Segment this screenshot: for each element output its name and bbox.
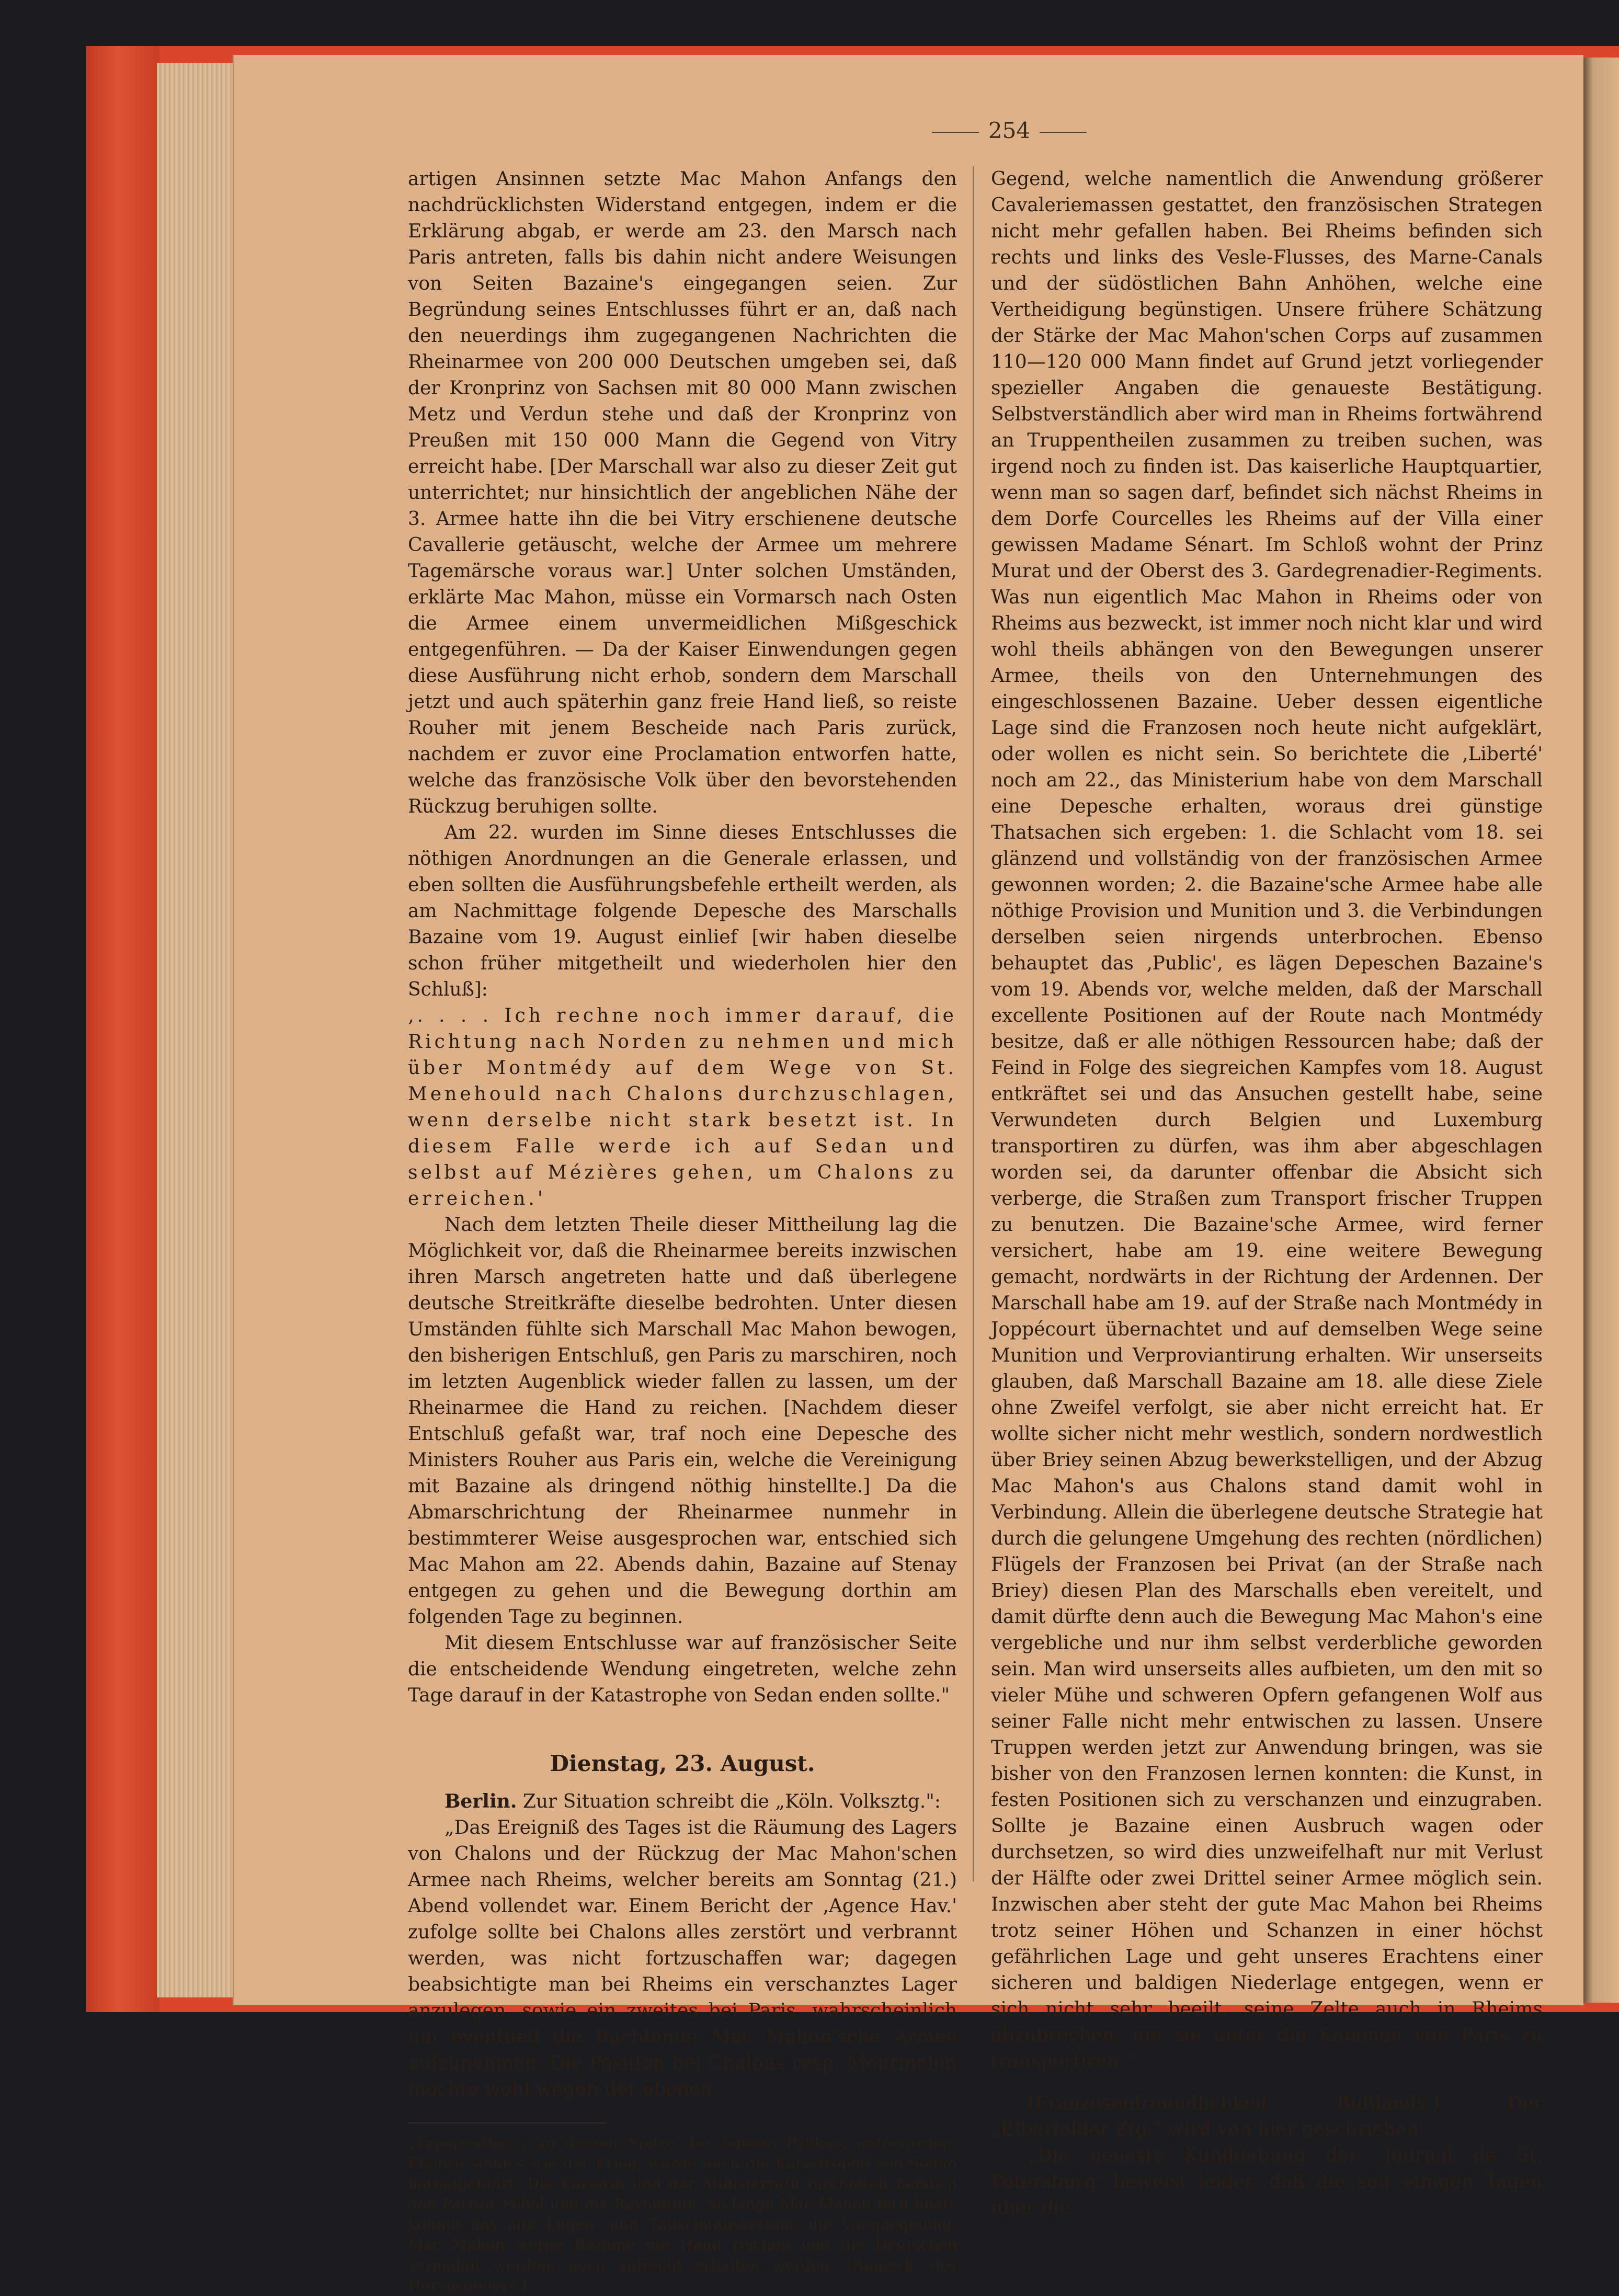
quoted-dispatch: ‚. . . . Ich rechne noch immer darauf, die Richtung nach Norden zu nehmen und mich über Montmédy auf dem Wege von St. Menehould nach Chalons durchzuschlagen, wenn derselbe nicht stark besetzt ist. In diesem Falle werde ich auf Sedan und selbst auf Mézières gehen, um Chalons zu erreichen.' bbox=[408, 1005, 957, 1209]
section-heading: Dienstag, 23. August. bbox=[550, 1751, 815, 1776]
paragraph: artigen Ansinnen setzte Mac Mahon Anfangs den nachdrücklichsten Widerstand entgegen, indem er die Erklärung abgab, er werde am 23. den Marsch nach Paris antreten, falls bis dahin nicht andere Weisungen von Seiten Bazaine's eingegangen seien. Zur Begründung seines Entschlusses führt er an, daß nach den neuerdings ihm zugegangenen Nachrichten die Rheinarmee von 200 000 Deutschen umgeben sei, daß der Kronprinz von Sachsen mit 80 000 Mann zwischen Metz und Verdun stehe und daß der Kronprinz von Preußen mit 150 000 Mann die Gegend von Vitry erreicht habe. [Der Marschall war also zu dieser Zeit gut unterrichtet; nur hinsichtlich der angeblichen Nähe der 3. Armee hatte ihn die bei Vitry erschienene deutsche Cavallerie getäuscht, welche der Armee um mehrere Tagemärsche voraus war.] Unter solchen Umständen, erklärte Mac Mahon, müsse ein Vormarsch nach Osten die Armee einem unvermeidlichen Mißgeschick entgegenführen. — Da der Kaiser Einwendungen gegen diese Ausführung nicht erhob, sondern dem Marschall jetzt und auch späterhin ganz freie Hand ließ, so reiste Rouher mit jenem Bescheide nach Paris zurück, nachdem er zuvor eine Proclamation entworfen hatte, welche das französische Volk über den bevorstehenden Rückzug beruhigen sollte. bbox=[408, 168, 957, 817]
page-number: 254 bbox=[988, 118, 1031, 143]
berlin-intro: Zur Situation schreibt die „Köln. Volksztg.": bbox=[522, 1791, 941, 1812]
page-edges bbox=[157, 63, 235, 1997]
paragraph: Am 22. wurden im Sinne dieses Entschlusses die nöthigen Anordnungen an die Generale erlassen, und eben sollten die Ausführungsbefehle ertheilt werden, als am Nachmittage folgende Depesche des Marschalls Bazaine vom 19. August einlief [wir haben dieselbe schon früher mitgetheilt und wiederholen hier den Schluß]: bbox=[408, 822, 957, 1000]
paragraph: „Die neueste Kundgebung der ‚Journal de St. Petersburg' beweist leider, daß die seit einigen Tagen über die bbox=[991, 2145, 1543, 2219]
page-number-dash-left bbox=[932, 132, 979, 133]
berlin-intro-paragraph bbox=[408, 1788, 957, 1815]
footnote-rule bbox=[408, 2122, 607, 2123]
left-column bbox=[408, 166, 957, 2294]
column-divider bbox=[973, 166, 974, 1881]
paragraph: Gegend, welche namentlich die Anwendung größerer Cavaleriemassen gestattet, den französischen Strategen nicht mehr gefallen haben. Bei Rheims befinden sich rechts und links des Vesle-Flusses, des Marne-Canals und der südöstlichen Bahn Anhöhen, welche eine Vertheidigung begünstigen. Unsere frühere Schätzung der Stärke der Mac Mahon'schen Corps auf zusammen 110—120 000 Mann findet auf Grund jetzt vorliegender spezieller Angaben die genaueste Bestätigung. Selbstverständlich aber wird man in Rheims fortwährend an Truppentheilen zusammen zu treiben suchen, was irgend noch zu finden ist. Das kaiserliche Hauptquartier, wenn man so sagen darf, befindet sich nächst Rheims in dem Dorfe Courcelles les Rheims auf der Villa einer gewissen Madame Sénart. Im Schloß wohnt der Prinz Murat und der Oberst des 3. Gardegrenadier-Regiments. Was nun eigentlich Mac Mahon in Rheims oder von Rheims aus bezweckt, ist immer noch nicht klar und wird wohl theils abhängen von den Bewegungen unserer Armee, theils von den Unternehmungen des eingeschlossenen Bazaine. Ueber dessen eigentliche Lage sind die Franzosen noch heute nicht aufgeklärt, oder wollen es nicht sein. So berichtete die ‚Liberté' noch am 22., das Ministerium habe von dem Marschall eine Depesche erhalten, woraus drei günstige Thatsachen sich ergeben: 1. die Schlacht vom 18. sei glänzend und vollständig von der französischen Armee gewonnen worden; 2. die Bazaine'sche Armee habe alle nöthige Provision und Munition und 3. die Verbindungen derselben seien nirgends unterbrochen. Ebenso behauptet das ‚Public', es lägen Depeschen Bazaine's vom 19. Abends vor, welche melden, daß der Marschall excellente Positionen auf der Route nach Montmédy besitze, daß er alle nöthigen Ressourcen habe; daß der Feind in Folge des siegreichen Kampfes vom 18. August entkräftet sei und das Ansuchen gestellt habe, seine Verwundeten durch Belgien und Luxemburg transportiren zu dürfen, was ihm aber abgeschlagen worden sei, da darunter offenbar die Absicht sich verberge, die Straßen zum Transport frischer Truppen zu benutzen. Die Bazaine'sche Armee, wird ferner versichert, habe am 19. eine weitere Bewegung gemacht, nordwärts in der Richtung der Ardennen. Der Marschall habe am 19. auf der Straße nach Montmédy in Joppécourt übernachtet und auf demselben Wege seine Munition und Verproviantirung erhalten. Wir unserseits glauben, daß Marschall Bazaine am 18. alle diese Ziele ohne Zweifel verfolgt, sie aber nicht erreicht hat. Er wollte sicher nicht mehr westlich, sondern nordwestlich über Briey seinen Abzug bewerkstelligen, und der Abzug Mac Mahon's aus Chalons stand damit wohl in Verbindung. Allein die überlegene deutsche Strategie hat durch die gelungene Umgehung des rechten (nördlichen) Flügels der Franzosen bei Privat (an der Straße nach Briey) diesen Plan des Marschalls eben vereitelt, und damit dürfte denn auch die Bewegung Mac Mahon's eine vergebliche und nur ihm selbst verderbliche geworden sein. Man wird unserseits alles aufbieten, um den mit so vieler Mühe und schweren Opfern gefangenen Wolf aus seiner Falle nicht mehr entwischen zu lassen. Unsere Truppen werden jetzt zur Anwendung bringen, was sie bisher von den Franzosen lernen konnten: die Kunst, in festen Positionen sich zu verschanzen und einzugraben. Sollte je Bazaine einen Ausbruch wagen oder durchsetzen, so wird dies unzweifelhaft nur mit Verlust der Hälfte oder zwei Drittel seiner Armee möglich sein. Inzwischen aber steht der gute Mac Mahon bei Rheims trotz seiner Höhen und Schanzen in einer höchst gefährlichen Lage und geht unseres Erachtens einer sicheren und baldigen Niederlage entgegen, wenn er sich nicht sehr beeilt, seine Zelte auch in Rheims abzubrechen, um sie unter die Kanonen von Paris zu transportiren." bbox=[991, 168, 1543, 2072]
paragraph: Nach dem letzten Theile dieser Mittheilung lag die Möglichkeit vor, daß die Rheinarmee bereits inzwischen ihren Marsch angetreten hatte und daß überlegene deutsche Streitkräfte dieselbe bedrohten. Unter diesen Umständen fühlte sich Marschall Mac Mahon bewogen, den bisherigen Entschluß, gen Paris zu marschiren, noch im letzten Augenblick wieder fallen zu lassen, um der Rheinarmee die Hand zu reichen. [Nachdem dieser Entschluß gefaßt war, traf noch eine Depesche des Ministers Rouher aus Paris ein, welche die Vereinigung mit Bazaine als dringend nöthig hinstellte.] Da die Abmarschrichtung der Rheinarmee nunmehr in bestimmterer Weise ausgesprochen war, entschied sich Mac Mahon am 22. Abends dahin, Bazaine auf Stenay entgegen zu gehen und die Bewegung dorthin am folgenden Tage zu beginnen. bbox=[408, 1214, 957, 1628]
footnote: „Kriegsrathes", an dessen Spitze der famose Palikao, unterworfen. Ebenso sinnlos wie der Krieg, wurde auch die Katastrophe von Sedan herbeigeführt. Die Kaiserin und der Ministerrath fürchteten nämlich den Pariser Pöbel und die Revolution. So lange Mac Mahon fern blieb, konnte das alte Lügen- und Täuschungssystem, die Vorspiegelung: Mac Mahon werde Bazaine die Hand reichen und die Deutschen zermalmt werden, noch aufrecht erhalten werden. (Anmerk. des Herausgebers.) bbox=[408, 2134, 957, 2294]
paragraph: (Franzosenfreundlichkeit Rußlands.) Der „Elberfelder Ztg." wird von hier geschrieben: bbox=[991, 2093, 1543, 2140]
next-page-edge bbox=[1582, 58, 1619, 2003]
book-spine bbox=[86, 46, 159, 2012]
berlin-text: „Das Ereigniß des Tages ist die Räumung des Lagers von Chalons und der Rückzug der Mac Mahon'schen Armee nach Rheims, welcher bereits am Sonntag (21.) Abend vollendet war. Einem Bericht der ‚Agence Hav.' zufolge sollte bei Chalons alles zerstört und verbrannt werden, was nicht fortzuschaffen war; dagegen beabsichtigte man bei Rheims ein verschanztes Lager anzulegen, sowie ein zweites bei Paris, wahrscheinlich um eventuell die flüchtende Mac Mahon'sche Armee aufzunehmen. Die Position bei Chalons resp. Mourmelon mochte wohl wegen der ebenen bbox=[408, 1817, 957, 2100]
berlin-lead: Berlin. bbox=[444, 1790, 517, 1812]
page-number-dash-right bbox=[1040, 132, 1087, 133]
paragraph: Mit diesem Entschlusse war auf französischer Seite die entscheidende Wendung eingetreten, welche zehn Tage darauf in der Katastrophe von Sedan enden sollte." bbox=[408, 1632, 957, 1706]
page-number-line bbox=[910, 118, 1109, 143]
right-column bbox=[991, 166, 1543, 2219]
